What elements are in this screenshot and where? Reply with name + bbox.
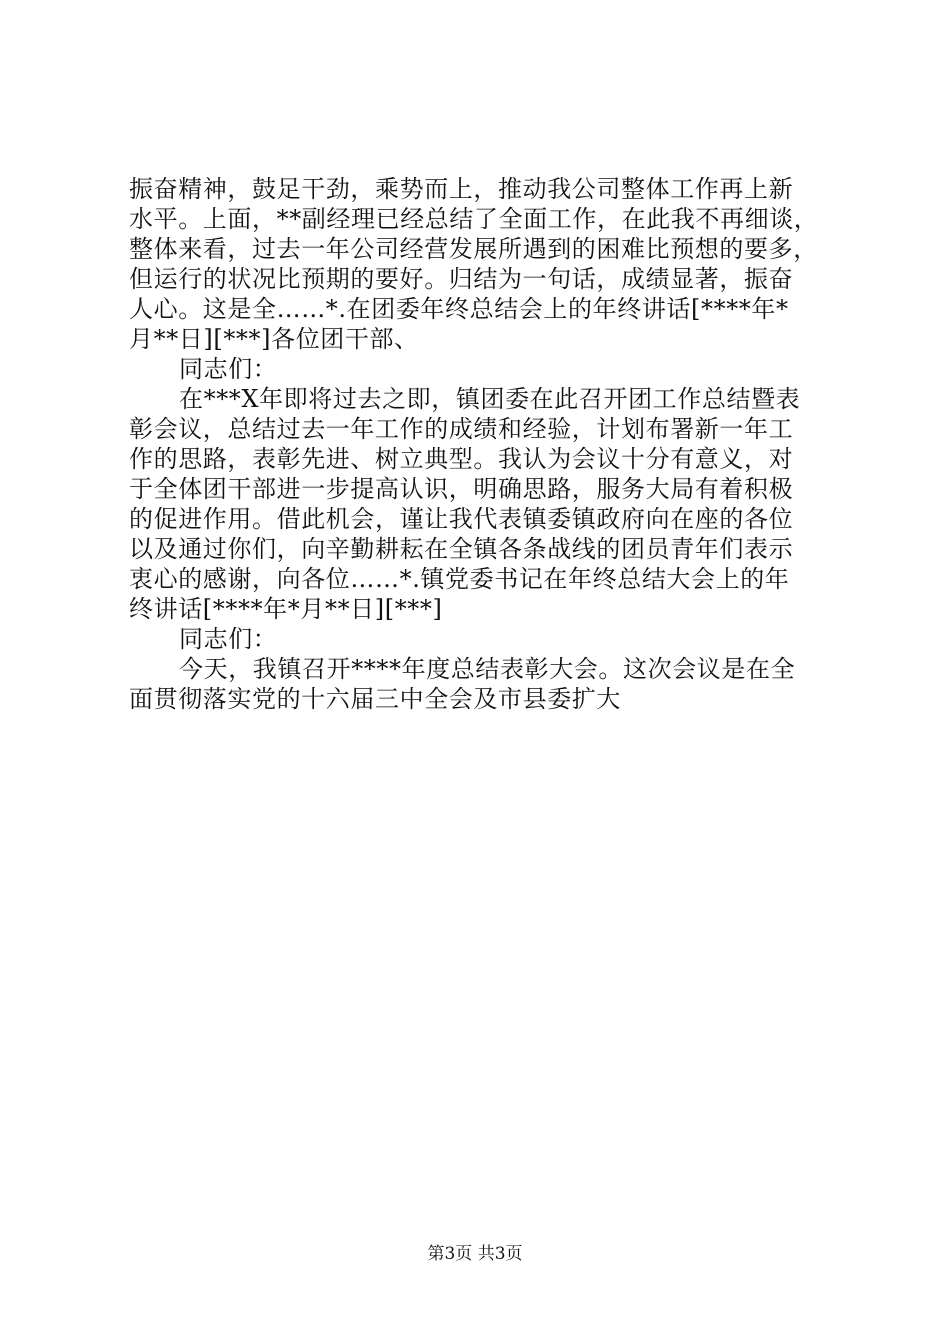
paragraph-first-line: 今天，我镇召开****年度总结表彰大会。这次会议是在全 <box>179 655 796 683</box>
text-line: 于全体团干部进一步提高认识，明确思路，服务大局有着积极 <box>129 475 794 503</box>
text-line: 水平。上面，**副经理已经总结了全面工作，在此我不再细谈， <box>129 205 819 233</box>
text-line: 整体来看，过去一年公司经营发展所遇到的困难比预想的要多， <box>129 235 818 263</box>
text-line: 但运行的状况比预期的要好。归结为一句话，成绩显著，振奋 <box>129 265 794 293</box>
salutation-line: 同志们： <box>179 355 278 383</box>
text-line: 彰会议，总结过去一年工作的成绩和经验，计划布署新一年工 <box>129 415 794 443</box>
text-line: 振奋精神，鼓足干劲，乘势而上，推动我公司整体工作再上新 <box>129 175 794 203</box>
text-line: 人心。这是全……*.在团委年终总结会上的年终讲话[****年* <box>129 295 789 323</box>
document-body <box>129 174 833 714</box>
text-line: 衷心的感谢，向各位……*.镇党委书记在年终总结大会上的年 <box>129 565 790 593</box>
paragraph-first-line: 在***X年即将过去之即，镇团委在此召开团工作总结暨表 <box>179 385 801 413</box>
text-line: 以及通过你们，向辛勤耕耘在全镇各条战线的团员青年们表示 <box>129 535 794 563</box>
page-footer <box>0 1243 950 1265</box>
salutation-line: 同志们： <box>179 625 278 653</box>
page-number: 第3页 共3页 <box>427 1244 523 1264</box>
text-line: 面贯彻落实党的十六届三中全会及市县委扩大 <box>129 685 621 713</box>
text-line: 作的思路，表彰先进、树立典型。我认为会议十分有意义，对 <box>129 445 794 473</box>
text-line: 终讲话[****年*月**日][***] <box>129 595 443 623</box>
text-line: 月**日][***]各位团干部、 <box>129 325 419 353</box>
text-line: 的促进作用。借此机会，谨让我代表镇委镇政府向在座的各位 <box>129 505 794 533</box>
